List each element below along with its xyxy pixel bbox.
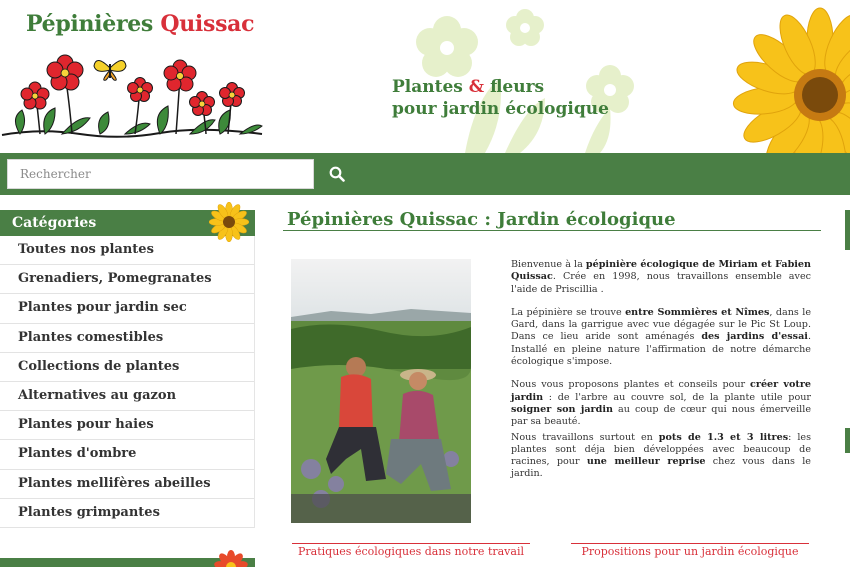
category-melliferes[interactable]: Plantes mellifères abeilles <box>0 470 254 499</box>
p4-bold-2: une meilleur reprise <box>586 456 706 468</box>
p1-text-c: . Crée en 1998, nous travaillons ensemble avec l'aide de Priscillia . <box>511 271 811 295</box>
category-ombre[interactable]: Plantes d'ombre <box>0 440 254 469</box>
title-divider <box>283 230 821 231</box>
p3-bold-1: créer votre jardin <box>511 379 811 403</box>
slogan-fleurs: fleurs <box>490 77 545 97</box>
site-header <box>0 0 850 153</box>
p4-bold-1: pots de 1.3 et 3 litres <box>658 431 789 443</box>
category-toutes-nos-plantes[interactable]: Toutes nos plantes <box>0 236 254 265</box>
categories-list <box>0 236 255 528</box>
categories-sidebar <box>0 210 255 528</box>
p4-text-a: Nous travaillons surtout en <box>511 431 659 443</box>
category-grimpantes[interactable]: Plantes grimpantes <box>0 499 254 528</box>
p4-text-e: chez vous dans le jardin. <box>511 456 811 480</box>
category-jardin-sec[interactable]: Plantes pour jardin sec <box>0 294 254 323</box>
p2-bold-2: des jardins d'essai <box>701 331 808 343</box>
p2-text-a: La pépinière se trouve <box>511 306 626 318</box>
nursery-owners-photo <box>291 259 471 523</box>
ecological-practices-button[interactable]: Pratiques écologiques dans notre travail <box>292 543 530 561</box>
slogan-ampersand: & <box>468 77 485 97</box>
p3-bold-2: soigner son jardin <box>511 403 613 415</box>
site-slogan <box>392 76 609 120</box>
logo-title-accent: Quissac <box>160 11 255 37</box>
categories-heading <box>0 210 255 236</box>
p3-text-e: au coup de cœur qui nous émerveille par sa beauté. <box>511 403 811 428</box>
p1-text-a: Bienvenue à la <box>511 259 586 270</box>
categories-heading-label: Catégories <box>12 215 97 231</box>
site-logo-title[interactable] <box>26 11 254 37</box>
p2-bold-1: entre Sommières et Nîmes <box>625 306 770 318</box>
right-column-edge <box>845 210 850 250</box>
p2-text-c: , dans le Gard, dans la garrigue avec vue dégagée sur le Pic St Loup. Dans ce lieu aride sont aménagés <box>511 306 812 343</box>
intro-text <box>511 259 811 492</box>
category-haies[interactable]: Plantes pour haies <box>0 411 254 440</box>
search-bar <box>0 153 850 195</box>
sunflower-icon <box>209 202 249 242</box>
right-column-edge-lower <box>845 428 850 453</box>
second-sidebar-heading <box>0 558 255 567</box>
red-flower-icon <box>213 549 249 567</box>
intro-paragraph-2 <box>511 307 811 368</box>
intro-paragraph-1 <box>511 259 811 296</box>
category-alternatives-gazon[interactable]: Alternatives au gazon <box>0 382 254 411</box>
p1-bold: pépinière écologique de Miriam et Fabien Quissac <box>511 259 812 283</box>
p4-text-c: : les plantes sont déja bien développées avec beaucoup de racines, pour <box>511 431 811 468</box>
search-input[interactable] <box>7 159 314 189</box>
search-icon <box>329 166 345 182</box>
logo-title-main: Pépinières <box>26 11 154 37</box>
slogan-plantes: Plantes <box>392 77 463 97</box>
flowers-logo-illustration <box>0 48 265 143</box>
p3-text-c: : de l'arbre au couvre sol, de la plante utile pour <box>543 391 811 403</box>
intro-paragraph-4 <box>511 432 811 481</box>
intro-paragraph-3 <box>511 379 811 428</box>
p3-text-a: Nous vous proposons plantes et conseils pour <box>511 379 751 391</box>
p2-text-e: . Installé en pleine nature l'affirmation de notre démarche écologique s'impose. <box>511 331 811 368</box>
category-grenadiers[interactable]: Grenadiers, Pomegranates <box>0 265 254 294</box>
category-comestibles[interactable]: Plantes comestibles <box>0 324 254 353</box>
search-button[interactable] <box>322 160 352 188</box>
ecological-garden-proposals-button[interactable]: Propositions pour un jardin écologique <box>571 543 809 561</box>
page-title: Pépinières Quissac : Jardin écologique <box>287 209 676 230</box>
slogan-line-2: pour jardin écologique <box>392 99 609 119</box>
category-collections[interactable]: Collections de plantes <box>0 353 254 382</box>
